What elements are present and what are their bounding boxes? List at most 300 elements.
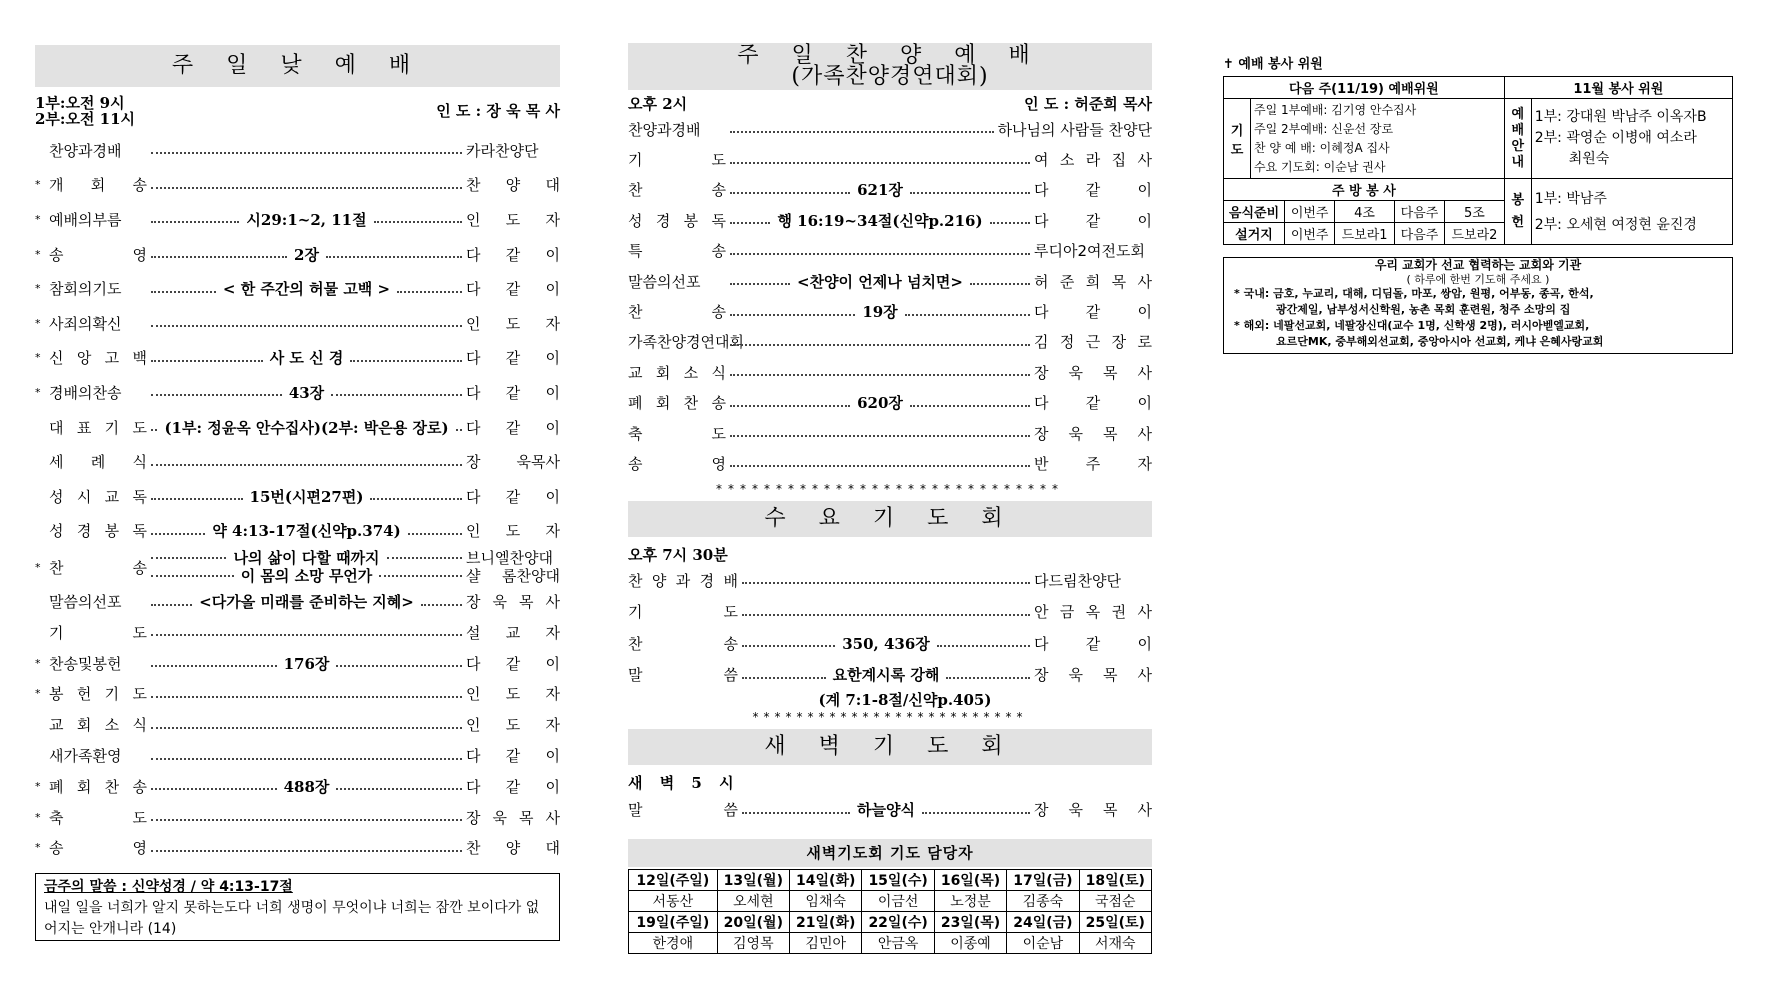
order-label: 송 영: [49, 839, 147, 858]
order-content: 176장: [283, 654, 330, 673]
order-label: 폐 회 찬 송: [49, 777, 147, 796]
leader-dots: [730, 131, 994, 133]
week1-days-row: [629, 869, 1152, 890]
leader-dots: [151, 575, 234, 577]
order-item: [628, 628, 1152, 660]
standing-mark: *: [35, 560, 41, 574]
order-label: 찬양과경배: [49, 141, 122, 160]
anthem-line: [147, 567, 560, 585]
order-item: [628, 175, 1152, 205]
schedule-day: 19일(주일): [629, 911, 718, 932]
sunday-leader: 인 도 : 장 욱 목 사: [436, 102, 560, 120]
leader-dots: [151, 325, 462, 327]
leader-dots: [910, 192, 1030, 194]
order-item: [35, 444, 560, 479]
order-item: [35, 410, 560, 445]
service-table: [1223, 76, 1733, 245]
mission-overseas: [1224, 318, 1732, 350]
order-person: 다 같 이: [466, 245, 560, 264]
order-label: 말씀의선포: [628, 272, 701, 291]
order-label: 봉 헌 기 도: [49, 685, 147, 704]
order-person: 다 같 이: [466, 418, 560, 437]
leader-dots: [910, 405, 1030, 407]
usher-line: 최원숙: [1568, 151, 1610, 167]
order-label: 기 도: [49, 623, 147, 642]
anthem-lines: [147, 549, 560, 585]
sunday-title: 주 일 낮 예 배: [35, 45, 560, 87]
weekly-verse-text: 내일 일을 너희가 알지 못하는도다 너희 생명이 무엇이냐 너희는 잠깐 보이다가 없어지는 안개니라 (14): [44, 900, 540, 938]
prayer-assignments: [1251, 99, 1505, 179]
time-second: 2부:오전 11시: [35, 110, 136, 128]
order-label: 축 도: [628, 424, 726, 443]
order-person: 설 교 자: [466, 623, 560, 642]
leader-dots: [151, 850, 462, 852]
month-header: 11월 봉사 위원: [1504, 77, 1732, 99]
order-label: 성 경 봉 독: [628, 211, 726, 230]
leader-dots: [374, 221, 462, 223]
leader-dots: [151, 429, 157, 431]
kitchen-next-value: 5조: [1445, 201, 1505, 223]
leader-dots: [397, 291, 462, 293]
schedule-name: 이순남: [1007, 932, 1079, 953]
order-person: 인 도 자: [466, 716, 560, 735]
domestic-line: 광간제일, 남부성서신학원, 농촌 목회 훈련원, 청주 소망의 집: [1276, 303, 1571, 316]
schedule-day: 18일(토): [1079, 869, 1151, 890]
order-label: 말씀의선포: [49, 593, 122, 612]
leader-dots: [387, 557, 462, 559]
order-person: 다 같 이: [1034, 211, 1153, 230]
order-person: 다 같 이: [1034, 303, 1152, 322]
overseas-line: 요르단MK, 중부해외선교회, 중앙아시아 선교회, 케냐 은혜사랑교회: [1276, 335, 1604, 348]
next-week-header: 다음 주(11/19) 예배위원: [1224, 77, 1505, 99]
leader-dots: [151, 533, 205, 535]
schedule-name: 이금선: [862, 890, 934, 911]
schedule-name: 서재숙: [1079, 932, 1151, 953]
kitchen-task: 설거지: [1224, 223, 1285, 245]
order-person: 다 같 이: [466, 487, 560, 506]
order-content: 621장: [857, 181, 903, 200]
praise-meta: [628, 94, 1152, 114]
standing-mark: *: [35, 841, 41, 855]
leader-dots: [946, 677, 1030, 679]
order-content: 2장: [294, 245, 319, 264]
order-content: 하늘양식: [857, 801, 915, 820]
order-person: 다 같 이: [466, 654, 560, 673]
order-label: 특 송: [628, 242, 726, 261]
leader-dots: [151, 727, 462, 729]
order-person: 허 준 희 목 사: [1034, 272, 1152, 291]
leader-dots: [379, 575, 462, 577]
schedule-name: 임채숙: [790, 890, 862, 911]
mission-subtitle: ( 하루에 한번 기도해 주세요 ): [1406, 273, 1550, 286]
order-label: 송 영: [49, 245, 147, 264]
choir-name: 샬 롬찬양대: [466, 567, 560, 586]
order-item: [628, 565, 1152, 597]
order-label: 사죄의확신: [49, 314, 122, 333]
standing-mark: *: [35, 247, 41, 261]
kitchen-next-label: 다음주: [1394, 201, 1444, 223]
schedule-day: 24일(금): [1007, 911, 1079, 932]
usher-assignments: [1531, 99, 1732, 179]
order-person: 인 도 자: [466, 685, 560, 704]
dawn-time: 새 벽 5 시: [628, 773, 740, 792]
order-person: 하나님의 사람들 찬양단: [997, 120, 1152, 139]
standing-mark: *: [35, 779, 41, 793]
order-label: 대 표 기 도: [49, 418, 147, 437]
divider-stars-1: *****************************: [716, 481, 1064, 496]
order-person: 김 정 근 장 로: [1034, 333, 1152, 352]
sunday-service-column: [35, 0, 560, 941]
order-label: 예배의부름: [49, 210, 122, 229]
leader-dots: [421, 604, 462, 606]
leader-dots: [151, 187, 462, 189]
order-content: 350, 436장: [842, 634, 930, 653]
praise-title: [628, 43, 1152, 90]
order-label: 말 씀: [628, 666, 738, 685]
order-person: 장 욱 목 사: [466, 593, 560, 612]
leader-dots: [151, 604, 192, 606]
leader-dots: [151, 291, 216, 293]
order-person: 장 욱 목 사: [1034, 424, 1152, 443]
order-label: 찬 송: [49, 558, 147, 577]
schedule-name: 한경애: [629, 932, 718, 953]
standing-mark: *: [35, 810, 41, 824]
order-person: 다 같 이: [466, 777, 560, 796]
dawn-order-list: [628, 793, 1152, 827]
order-content: 시29:1~2, 11절: [246, 210, 367, 229]
leader-dots: [151, 696, 462, 698]
sunday-times: [35, 95, 135, 127]
schedule-name: 안금옥: [862, 932, 934, 953]
schedule-day: 25일(토): [1079, 911, 1151, 932]
weekly-verse-box: [35, 873, 560, 941]
weekly-verse-title: 금주의 말씀 : 신약성경 / 약 4:13-17절: [44, 879, 293, 896]
leader-dots: [742, 614, 1030, 616]
order-person: 안 금 옥 권 사: [1034, 603, 1152, 622]
leader-dots: [922, 812, 1030, 814]
order-person: 인 도 자: [466, 314, 560, 333]
week2-days-row: [629, 911, 1152, 932]
order-item: [628, 296, 1152, 326]
order-label: 폐 회 찬 송: [628, 394, 726, 413]
leader-dots: [151, 221, 239, 223]
week1-names-row: [629, 890, 1152, 911]
order-label: 교 회 소 식: [628, 363, 726, 382]
standing-mark: *: [35, 351, 41, 365]
schedule-day: 21일(화): [790, 911, 862, 932]
order-content: < 한 주간의 허물 고백 >: [222, 280, 391, 299]
order-item: [35, 679, 560, 710]
evening-services-column: [628, 0, 1152, 954]
praise-order-list: [628, 114, 1152, 479]
schedule-name: 서동산: [629, 890, 718, 911]
anthem-item: [35, 548, 560, 586]
order-person: 반 주 자: [1034, 454, 1152, 473]
leader-dots: [151, 152, 462, 154]
order-person: 다 같 이: [466, 383, 560, 402]
schedule-name: 국점순: [1079, 890, 1151, 911]
schedule-day: 17일(금): [1007, 869, 1079, 890]
leader-dots: [151, 634, 462, 636]
order-label: 찬송및봉헌: [49, 654, 122, 673]
leader-dots: [730, 192, 850, 194]
order-label: 개 회 송: [49, 176, 147, 195]
kitchen-this-label: 이번주: [1285, 201, 1335, 223]
order-item: [35, 237, 560, 272]
order-item: [628, 388, 1152, 418]
leader-dots: [970, 283, 1030, 285]
service-column: [1223, 0, 1733, 354]
schedule-name: 이종예: [934, 932, 1006, 953]
leader-dots: [326, 256, 462, 258]
order-label: 기 도: [628, 151, 726, 170]
schedule-name: 오세현: [717, 890, 789, 911]
order-item: [628, 236, 1152, 266]
order-content: 약 4:13-17절(신약p.374): [212, 522, 401, 541]
order-person: 다 같 이: [1034, 634, 1152, 653]
leader-dots: [730, 405, 850, 407]
standing-mark: *: [35, 316, 41, 330]
week2-names-row: [629, 932, 1152, 953]
order-label: 찬 송: [628, 181, 726, 200]
order-person: 장 욱 목 사: [1034, 666, 1152, 685]
order-content: 사 도 신 경: [269, 349, 344, 368]
order-person: 찬 양 대: [466, 839, 560, 858]
leader-dots: [336, 788, 462, 790]
kitchen-this-label: 이번주: [1285, 223, 1335, 245]
dawn-title: 새 벽 기 도 회: [628, 729, 1152, 765]
standing-mark: *: [35, 212, 41, 226]
leader-dots: [730, 314, 855, 316]
leader-dots: [730, 344, 1030, 346]
order-person: 장 욱목사: [466, 453, 560, 472]
kitchen-this-value: 드보라1: [1335, 223, 1395, 245]
order-person: 카라찬양단: [466, 141, 539, 160]
order-content: <찬양이 언제나 넘치면>: [797, 272, 963, 291]
order-item: [628, 448, 1152, 478]
divider-stars-2: *************************: [752, 709, 1028, 724]
order-person: 다드림찬양단: [1034, 571, 1121, 590]
order-item: [35, 341, 560, 376]
schedule-day: 15일(수): [862, 869, 934, 890]
leader-dots: [730, 283, 790, 285]
leader-dots: [151, 256, 287, 258]
order-label: 새가족환영: [49, 747, 122, 765]
order-item: [628, 266, 1152, 296]
leader-dots: [742, 645, 835, 647]
domestic-line: 금호, 누교리, 대해, 디딤돌, 마포, 쌍암, 원평, 어부동, 종곡, 한석,: [1273, 287, 1594, 300]
order-label: 교 회 소 식: [49, 716, 147, 735]
leader-dots: [151, 360, 263, 362]
prayer-line: 주일 2부예배: 신운선 장로: [1254, 121, 1394, 136]
leader-dots: [336, 665, 462, 667]
leader-dots: [408, 533, 462, 535]
order-label: 성 시 교 독: [49, 487, 147, 506]
kitchen-this-value: 4조: [1335, 201, 1395, 223]
wednesday-title: 수 요 기 도 회: [628, 501, 1152, 537]
leader-dots: [905, 314, 1030, 316]
service-header: ✝ 예배 봉사 위원: [1223, 57, 1323, 72]
schedule-day: 22일(수): [862, 911, 934, 932]
leader-dots: [151, 819, 462, 821]
leader-dots: [730, 435, 1030, 437]
order-item: [35, 802, 560, 833]
choir-name: 브니엘찬양대: [466, 549, 553, 568]
order-item: [628, 144, 1152, 174]
order-content: 19장: [862, 303, 898, 322]
order-item: [628, 205, 1152, 235]
leader-dots: [151, 394, 282, 396]
usher-line: 2부: 곽영순 이병애 여소라: [1534, 130, 1697, 146]
kitchen-next-label: 다음주: [1394, 223, 1444, 245]
order-person: 여 소 라 집 사: [1034, 151, 1152, 170]
kitchen-next-value: 드보라2: [1445, 223, 1505, 245]
mission-box: [1223, 257, 1733, 354]
order-item: [628, 418, 1152, 448]
order-content: 620장: [857, 394, 903, 413]
order-person: 다 같 이: [1034, 181, 1152, 200]
leader-dots: [730, 222, 770, 224]
order-person: 장 욱 목 사: [1034, 363, 1152, 382]
domestic-label: * 국내:: [1234, 287, 1270, 300]
offering-line: 1부: 박남주: [1534, 190, 1607, 207]
order-item: [628, 114, 1152, 144]
mission-domestic: [1224, 286, 1732, 318]
schedule-day: 16일(목): [934, 869, 1006, 890]
usher-line: 1부: 강대원 박남주 이옥자B: [1534, 109, 1707, 125]
order-label: 세 례 식: [49, 453, 147, 472]
leader-dots: [456, 429, 462, 431]
leader-dots: [151, 498, 243, 500]
leader-dots: [937, 645, 1030, 647]
leader-dots: [370, 498, 462, 500]
order-person: 다 같 이: [1034, 394, 1152, 413]
order-item: [35, 514, 560, 549]
offering-line: 2부: 오세현 여정현 윤진경: [1534, 216, 1697, 233]
leader-dots: [742, 582, 1030, 584]
schedule-day: 12일(주일): [629, 869, 718, 890]
order-item: [35, 833, 560, 864]
mission-title: 우리 교회가 선교 협력하는 교회와 기관: [1374, 258, 1582, 272]
leader-dots: [742, 812, 850, 814]
standing-mark: *: [35, 178, 41, 192]
dawn-schedule-table: [628, 869, 1152, 954]
leader-dots: [331, 394, 462, 396]
sunday-meta: [35, 95, 560, 127]
order-label: 축 도: [49, 808, 147, 827]
praise-time: 오후 2시: [628, 95, 688, 113]
order-label: 성 경 봉 독: [49, 522, 147, 541]
order-label: 찬양과경배: [628, 120, 701, 139]
standing-mark: *: [35, 656, 41, 670]
order-label: 말 씀: [628, 801, 738, 820]
order-item: [35, 375, 560, 410]
order-item: [35, 740, 560, 771]
leader-dots: [730, 162, 1030, 164]
order-person: 다 같 이: [466, 747, 560, 765]
order-item: [35, 479, 560, 514]
order-item: [35, 648, 560, 679]
wednesday-order-list: [628, 565, 1152, 691]
schedule-name: 김종숙: [1007, 890, 1079, 911]
order-label: 신 앙 고 백: [49, 349, 147, 368]
overseas-line: 네팔선교회, 네팔장신대(교수 1명, 신학생 2명), 러시아벧엘교회,: [1273, 319, 1590, 332]
order-item: [35, 709, 560, 740]
schedule-day: 14일(화): [790, 869, 862, 890]
order-content: <다가올 미래를 준비하는 지혜>: [199, 593, 414, 612]
prayer-label: 기 도: [1224, 99, 1251, 179]
order-label: 송 영: [628, 454, 726, 473]
order-item: [35, 617, 560, 648]
leader-dots: [151, 557, 226, 559]
order-content: (1부: 정윤옥 안수집사)(2부: 박은용 장로): [164, 418, 449, 437]
order-content: 488장: [283, 777, 330, 796]
schedule-name: 노정분: [934, 890, 1006, 911]
order-label: 기 도: [628, 603, 738, 622]
kitchen-title: 주 방 봉 사: [1224, 179, 1505, 201]
order-item: [35, 271, 560, 306]
offering-assignments: [1531, 179, 1732, 245]
praise-title-main: 주 일 찬 양 예 배: [737, 43, 1043, 68]
standing-mark: *: [35, 385, 41, 399]
order-item: [35, 133, 560, 168]
order-person: 장 욱 목 사: [466, 808, 560, 827]
schedule-day: 23일(목): [934, 911, 1006, 932]
wednesday-sermon-ref: (계 7:1-8절/신약p.405): [818, 690, 992, 709]
order-label: 참회의기도: [49, 280, 122, 299]
praise-title-sub: (가족찬양경연대회): [791, 64, 989, 89]
time-first: 1부:오전 9시: [35, 94, 125, 112]
standing-mark: *: [35, 687, 41, 701]
order-item: [35, 306, 560, 341]
order-person: 장 욱 목 사: [1034, 801, 1152, 820]
order-item: [35, 586, 560, 617]
leader-dots: [730, 465, 1030, 467]
prayer-line: 주일 1부예배: 김기영 안수집사: [1254, 102, 1417, 117]
order-item: [628, 327, 1152, 357]
order-content: 행 16:19~34절(신약p.216): [777, 211, 983, 230]
sunday-order-list-2: [35, 586, 560, 863]
order-item: [628, 659, 1152, 691]
standing-mark: *: [35, 282, 41, 296]
leader-dots: [990, 222, 1030, 224]
order-content: 15번(시편27편): [249, 487, 364, 506]
dawn-schedule-title: 새벽기도회 기도 담당자: [628, 839, 1152, 867]
order-person: 루디아2여전도회: [1034, 242, 1145, 261]
leader-dots: [151, 665, 277, 667]
order-item: [628, 793, 1152, 827]
order-person: 찬 양 대: [466, 176, 560, 195]
leader-dots: [151, 788, 277, 790]
leader-dots: [730, 374, 1030, 376]
praise-leader: 인 도 : 허준희 목사: [1024, 95, 1152, 113]
order-label: 가족찬양경연대회: [628, 333, 744, 352]
order-content: 요한계시록 강해: [832, 666, 940, 685]
order-item: [35, 771, 560, 802]
leader-dots: [350, 360, 462, 362]
order-person: 인 도 자: [466, 210, 560, 229]
schedule-day: 13일(월): [717, 869, 789, 890]
prayer-line: 수요 기도회: 이순남 권사: [1254, 159, 1386, 174]
leader-dots: [730, 253, 1030, 255]
order-person: 다 같 이: [466, 349, 561, 368]
leader-dots: [742, 677, 826, 679]
offering-label: 봉 헌: [1504, 179, 1531, 245]
leader-dots: [151, 758, 462, 760]
order-item: [35, 202, 560, 237]
schedule-day: 20일(월): [717, 911, 789, 932]
usher-label: 예배안내: [1504, 99, 1531, 179]
